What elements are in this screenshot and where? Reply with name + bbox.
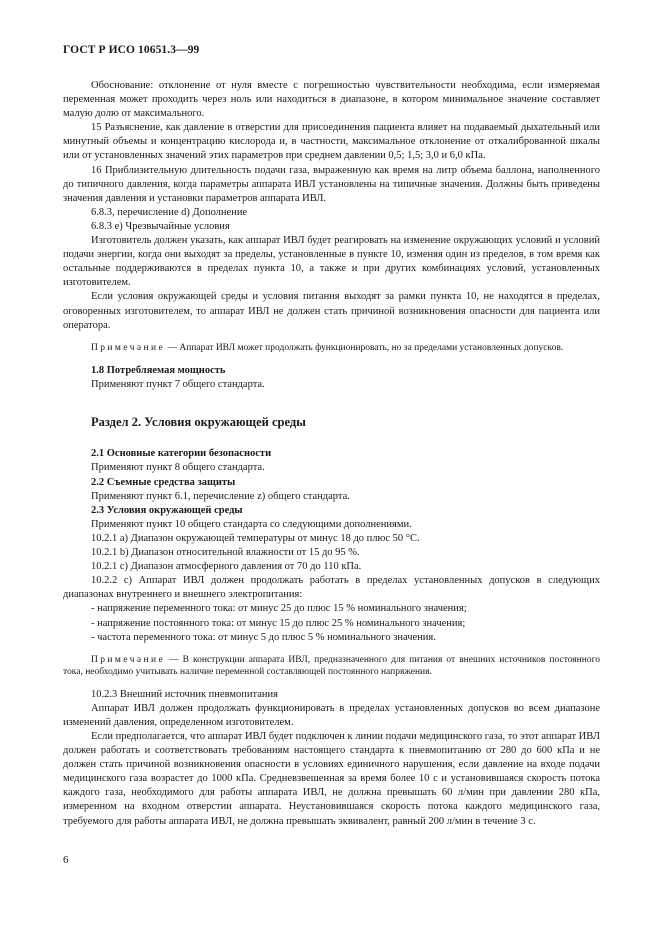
- note-1: [63, 342, 600, 355]
- document-page: [63, 44, 600, 829]
- heading-2-1: 2.1 Основные категории безопасности: [91, 448, 272, 460]
- paragraph-2-1-body: Применяют пункт 8 общего стандарта.: [91, 462, 265, 474]
- paragraph-10-2-1-b: 10.2.1 b) Диапазон относительной влажности от 15 до 95 %.: [91, 547, 360, 559]
- paragraph-2-2-body: Применяют пункт 6.1, перечисление z) общего стандарта.: [91, 490, 350, 502]
- note-text: — В конструкции аппарата ИВЛ, предназначенного для питания от внешних источников постоянного тока, необходимо учитывать наличие переменной составляющей постоянного напряжения.: [63, 654, 600, 678]
- heading-2-2: 2.2 Съемные средства защиты: [91, 476, 236, 488]
- paragraph-10-2-1-a: 10.2.1 a) Диапазон окружающей температуры от минус 18 до плюс 50 °С.: [91, 532, 420, 544]
- paragraph-item-16: 16 Приблизительную длительность подачи газа, выраженную как время на литр объема баллона, наполненного до типичного давления, когда параметры аппарата ИВЛ установлены на типичные значения. Должны быть приведены значения давления и установки параметров аппарата ИВЛ.: [63, 164, 600, 204]
- section-title: Раздел 2. Условия окружающей среды: [91, 415, 306, 430]
- paragraph-2-3-body: Применяют пункт 10 общего стандарта со следующими дополнениями.: [91, 518, 412, 530]
- list-item-dc-voltage: - напряжение постоянного тока: от минус 15 до плюс 25 % номинального значения;: [91, 617, 466, 629]
- note-2: [63, 654, 600, 679]
- paragraph-manufacturer: Изготовитель должен указать, как аппарат ИВЛ будет реагировать на изменение окружающих условий и условий подачи энергии, когда они выходят за пределы, установленные в пункте 10, изменяя один из пределов, в том время как остальные поддерживаются в пределах пункта 10, а также и при других комбинациях условий, установленных изготовителем.: [63, 235, 600, 289]
- paragraph-conditions: Если условия окружающей среды и условия питания выходят за рамки пункта 10, не находятся в пределах, оговоренных изготовителем, то аппарат ИВЛ не должен стать причиной возникновения опасности для пациента или оператора.: [63, 291, 600, 331]
- heading-1-8: 1.8 Потребляемая мощность: [91, 365, 226, 377]
- paragraph-6-8-3-e: 6.8.3 е) Чрезвычайные условия: [91, 220, 230, 232]
- note-label: Примечание: [91, 342, 166, 353]
- paragraph-1-8-body: Применяют пункт 7 общего стандарта.: [91, 379, 265, 391]
- note-text: — Аппарат ИВЛ может продолжать функционировать, но за пределами установленных допусков.: [165, 342, 564, 353]
- heading-2-3: 2.3 Условия окружающей среды: [91, 504, 243, 516]
- note-label: Примечание: [91, 654, 166, 665]
- paragraph-10-2-1-c: 10.2.1 c) Диапазон атмосферного давления от 70 до 110 кПа.: [91, 561, 362, 573]
- paragraph-medical-gas: Если предполагается, что аппарат ИВЛ будет подключен к линии подачи медицинского газа, то этот аппарат ИВЛ должен работать и соответствовать требованиям настоящего стандарта к пневмопитанию от 280 до 600 кПа и не должен стать причиной возникновения опасности в условиях единичного нарушения, если давление на входе подачи медицинского газа возрастет до 1000 кПа. Средневзвешенная за время более 10 с и установившаяся скорость потока каждого газа, необходимого для работы аппарата ИВЛ, не должна превышать 60 л/мин при давлении 280 кПа, измеренном на входном отверстии аппарата. Неустановившаяся скорость потока каждого медицинского газа, требуемого для работы аппарата ИВЛ, не должна превышать эквивалент, равный 200 л/мин в течение 3 с.: [63, 730, 600, 827]
- list-item-ac-voltage: - напряжение переменного тока: от минус 25 до плюс 15 % номинального значения;: [91, 603, 467, 615]
- paragraph-item-15: 15 Разъяснение, как давление в отверстии для присоединения пациента влияет на подаваемый дыхательный или минутный объемы и концентрацию кислорода и, в частности, максимальное отклонение от откалиброванной шкалы или от установленных значений этих параметров при среднем давлении 0,5; 1,5; 3,0 и 6,0 кПа.: [63, 122, 600, 162]
- paragraph-10-2-2-c: 10.2.2 c) Аппарат ИВЛ должен продолжать работать в пределах установленных допусков в следующих диапазонах внутреннего и внешнего электропитания:: [63, 575, 600, 601]
- paragraph-10-2-3: 10.2.3 Внешний источник пневмопитания: [91, 688, 278, 700]
- paragraph-6-8-3-d: 6.8.3, перечисление d) Дополнение: [91, 206, 248, 218]
- document-header: ГОСТ Р ИСО 10651.3—99: [63, 44, 200, 56]
- paragraph-pressure-range: Аппарат ИВЛ должен продолжать функционировать в пределах установленных допусков во всем диапазоне изменений давления, определенном изготовителем.: [63, 702, 600, 728]
- page-number: 6: [63, 854, 69, 866]
- list-item-ac-frequency: - частота переменного тока: от минус 5 до плюс 5 % номинального значения.: [91, 631, 436, 643]
- paragraph-rationale: Обоснование: отклонение от нуля вместе с погрешностью чувствительности необходима, если измеряемая переменная может проходить через ноль или находиться в диапазоне, в котором минимальное значение составляет малую долю от максимального.: [63, 80, 600, 120]
